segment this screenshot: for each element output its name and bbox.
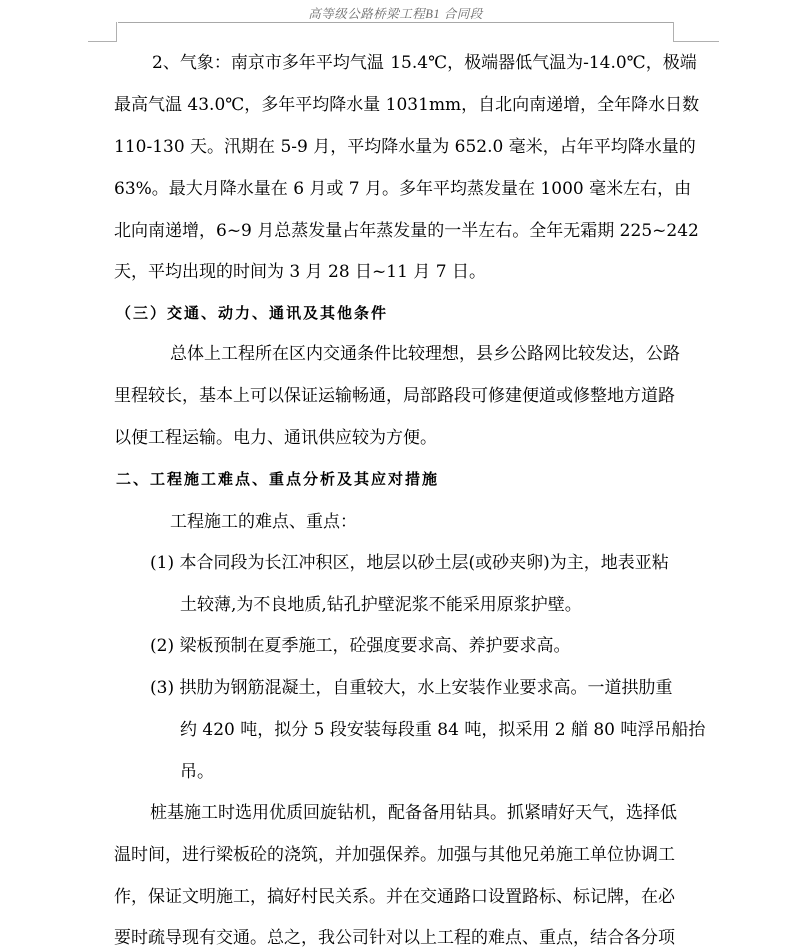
transport-line-2: 里程较长，基本上可以保证运输畅通，局部路段可修建便道或修整地方道路 bbox=[114, 386, 675, 406]
heading-difficulties: 二、工程施工难点、重点分析及其应对措施 bbox=[116, 470, 440, 488]
list-item-3-line-1: (3) 拱肋为钢筋混凝土，自重较大，水上安装作业要求高。一道拱肋重 bbox=[150, 678, 673, 698]
list-item-1-line-1: (1) 本合同段为长江冲积区，地层以砂土层(或砂夹卵)为主，地表亚粘 bbox=[150, 553, 669, 573]
measures-line-2: 温时间，进行梁板砼的浇筑，并加强保养。加强与其他兄弟施工单位协调工 bbox=[114, 845, 675, 865]
crop-mark-left-horizontal bbox=[88, 41, 116, 42]
heading-transport: （三）交通、动力、通讯及其他条件 bbox=[116, 304, 389, 322]
difficulties-intro: 工程施工的难点、重点： bbox=[170, 512, 357, 532]
list-item-3-line-2: 约 420 吨，拟分 5 段安装每段重 84 吨，拟采用 2 艏 80 吨浮吊船抬 bbox=[180, 720, 706, 740]
climate-line-2: 最高气温 43.0℃，多年平均降水量 1031mm，自北向南递增，全年降水日数 bbox=[114, 95, 700, 115]
page-header: 高等级公路桥梁工程B1 合同段 bbox=[308, 7, 483, 21]
measures-line-1: 桩基施工时选用优质回旋钻机，配备备用钻具。抓紧晴好天气，选择低 bbox=[150, 803, 677, 823]
climate-line-6: 天，平均出现的时间为 3 月 28 日~11 月 7 日。 bbox=[114, 262, 486, 282]
list-item-2: (2) 梁板预制在夏季施工，砼强度要求高、养护要求高。 bbox=[150, 636, 571, 656]
list-item-3-line-3: 吊。 bbox=[180, 762, 214, 782]
crop-mark-right-horizontal bbox=[673, 41, 719, 42]
climate-line-3: 110-130 天。汛期在 5-9 月，平均降水量为 652.0 毫米，占年平均降水量的 bbox=[114, 137, 696, 157]
climate-line-1: 2、气象：南京市多年平均气温 15.4℃，极端器低气温为-14.0℃，极端 bbox=[152, 53, 697, 73]
climate-line-5: 北向南递增，6~9 月总蒸发量占年蒸发量的一半左右。全年无霜期 225~242 bbox=[114, 221, 699, 241]
measures-line-3: 作，保证文明施工，搞好村民关系。并在交通路口设置路标、标记牌，在必 bbox=[114, 887, 675, 907]
transport-line-3: 以便工程运输。电力、通讯供应较为方便。 bbox=[114, 428, 437, 448]
crop-mark-right-vertical bbox=[673, 22, 674, 42]
list-item-1-line-2: 土较薄,为不良地质,钻孔护壁泥浆不能采用原浆护壁。 bbox=[180, 595, 582, 615]
header-rule bbox=[118, 22, 673, 23]
crop-mark-left-vertical bbox=[116, 22, 117, 42]
measures-line-4: 要时疏导现有交通。总之，我公司针对以上工程的难点、重点，结合各分项 bbox=[114, 928, 675, 948]
transport-line-1: 总体上工程所在区内交通条件比较理想，县乡公路网比较发达，公路 bbox=[170, 344, 680, 364]
climate-line-4: 63%。最大月降水量在 6 月或 7 月。多年平均蒸发量在 1000 毫米左右，由 bbox=[114, 179, 692, 199]
